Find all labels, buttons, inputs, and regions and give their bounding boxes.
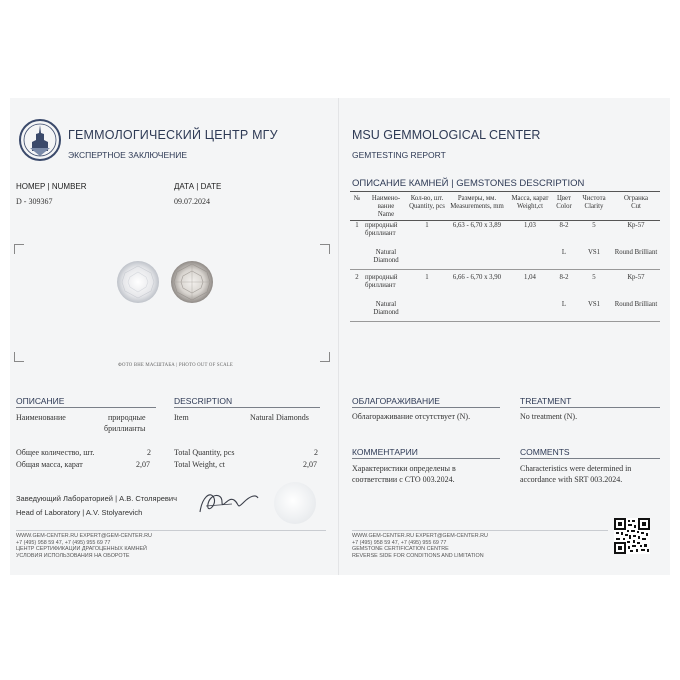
msu-logo-icon (18, 118, 62, 162)
weight-label-en: Total Weight, ct (174, 460, 225, 469)
treatment-ru-text: Облагораживание отсутствует (N). (352, 412, 471, 421)
col-name: Наимено-вание Name (364, 194, 408, 221)
table-header-row (350, 194, 660, 221)
qty-label-ru: Общее количество, шт. (16, 448, 95, 457)
weight-value-ru: 2,07 (136, 460, 150, 469)
certificate-right-page (340, 98, 670, 575)
head-of-lab-ru: Заведующий Лабораторией | А.В. Столяревич (16, 494, 177, 503)
diamond-1-image (116, 260, 160, 304)
number-label: НОМЕР | NUMBER (16, 182, 87, 191)
comments-en-text: Characteristics were determined in accordance with SRT 003.2024. (520, 464, 632, 484)
name-value-ru-1: природные (108, 413, 146, 422)
description-en-rule (174, 407, 320, 408)
diamond-2-image (170, 260, 214, 304)
doc-type-en: GEMTESTING REPORT (352, 150, 446, 160)
table-row-en: Natural Diamond L VS1 Round Brilliant (350, 239, 660, 270)
photo-scale-note: ФОТО ВНЕ МАСШТАБА | PHOTO OUT OF SCALE (118, 363, 234, 368)
comments-ru-rule (352, 458, 500, 459)
item-value-en: Natural Diamonds (250, 413, 309, 422)
col-color: Цвет Color (552, 194, 576, 221)
treatment-ru-heading: ОБЛАГОРАЖИВАНИЕ (352, 396, 440, 406)
description-ru-heading: ОПИСАНИЕ (16, 396, 65, 406)
qr-code-icon[interactable] (614, 518, 650, 554)
description-en-heading: DESCRIPTION (174, 396, 233, 406)
col-no: № (350, 194, 364, 221)
footer-rule-right (352, 530, 608, 531)
gemstones-table (350, 194, 660, 322)
item-label-en: Item (174, 413, 189, 422)
col-weight: Масса, карат Weight,ct (508, 194, 552, 221)
treatment-ru-rule (352, 407, 500, 408)
signature-icon (192, 484, 262, 520)
stone-photo-frame (14, 244, 330, 362)
number-value: D - 309367 (16, 197, 53, 206)
head-of-lab-en: Head of Laboratory | A.V. Stolyarevich (16, 508, 143, 517)
col-measurements: Размеры, мм. Measurements, mm (446, 194, 508, 221)
name-label-ru: Наименование (16, 413, 66, 422)
date-value: 09.07.2024 (174, 197, 210, 206)
footer-left: WWW.GEM-CENTER.RU EXPERT@GEM-CENTER.RU +7 (495) 958 59 47, +7 (495) 955 69 77 ЦЕНТР СЕРТИФИКАЦИИ ДРАГОЦЕННЫХ КАМНЕЙ УСЛОВИЯ ИСПОЛЬЗОВАНИЯ НА ОБОРОТЕ (16, 533, 152, 559)
table-title-rule (350, 191, 660, 192)
name-value-ru-2: бриллианты (104, 424, 146, 433)
weight-label-ru: Общая масса, карат (16, 460, 83, 469)
table-row: 1 природный бриллиант 1 6,63 - 6,70 x 3,89 1,03 8-2 5 Кр-57 (355, 222, 645, 237)
org-title-en: MSU GEMMOLOGICAL CENTER (352, 128, 541, 142)
description-ru-rule (16, 407, 156, 408)
qty-value-en: 2 (314, 448, 318, 457)
org-title-ru: ГЕММОЛОГИЧЕСКИЙ ЦЕНТР МГУ (68, 128, 278, 142)
hologram-seal (274, 482, 316, 524)
col-clarity: Чистота Clarity (576, 194, 612, 221)
col-quantity: Кол-во, шт. Quantity, pcs (408, 194, 446, 221)
gemstones-table-title: ОПИСАНИЕ КАМНЕЙ | GEMSTONES DESCRIPTION (352, 178, 585, 189)
footer-rule-left (16, 530, 326, 531)
qty-label-en: Total Quantity, pcs (174, 448, 235, 457)
treatment-en-heading: TREATMENT (520, 396, 572, 406)
weight-value-en: 2,07 (303, 460, 317, 469)
footer-right: WWW.GEM-CENTER.RU EXPERT@GEM-CENTER.RU +7 (495) 958 59 47, +7 (495) 955 69 77 GEMSTONE CERTIFICATION CENTRE REVERSE SIDE FOR CONDITIONS AND LIMITATION (352, 533, 488, 559)
treatment-en-rule (520, 407, 660, 408)
comments-en-heading: COMMENTS (520, 447, 570, 457)
comments-ru-heading: КОММЕНТАРИИ (352, 447, 418, 457)
col-cut: Огранка Cut (612, 194, 660, 221)
treatment-en-text: No treatment (N). (520, 412, 578, 421)
table-row: 2 природный бриллиант 1 6,66 - 6,70 x 3,90 1,04 8-2 5 Кр-57 (355, 274, 645, 289)
qty-value-ru: 2 (147, 448, 151, 457)
doc-type-ru: ЭКСПЕРТНОЕ ЗАКЛЮЧЕНИЕ (68, 150, 188, 160)
comments-en-rule (520, 458, 660, 459)
page-fold (338, 98, 339, 575)
date-label: ДАТА | DATE (174, 182, 222, 191)
table-row-en: Natural Diamond L VS1 Round Brilliant (350, 291, 660, 322)
comments-ru-text: Характеристики определены в соответствии с СТО 003.2024. (352, 464, 456, 484)
